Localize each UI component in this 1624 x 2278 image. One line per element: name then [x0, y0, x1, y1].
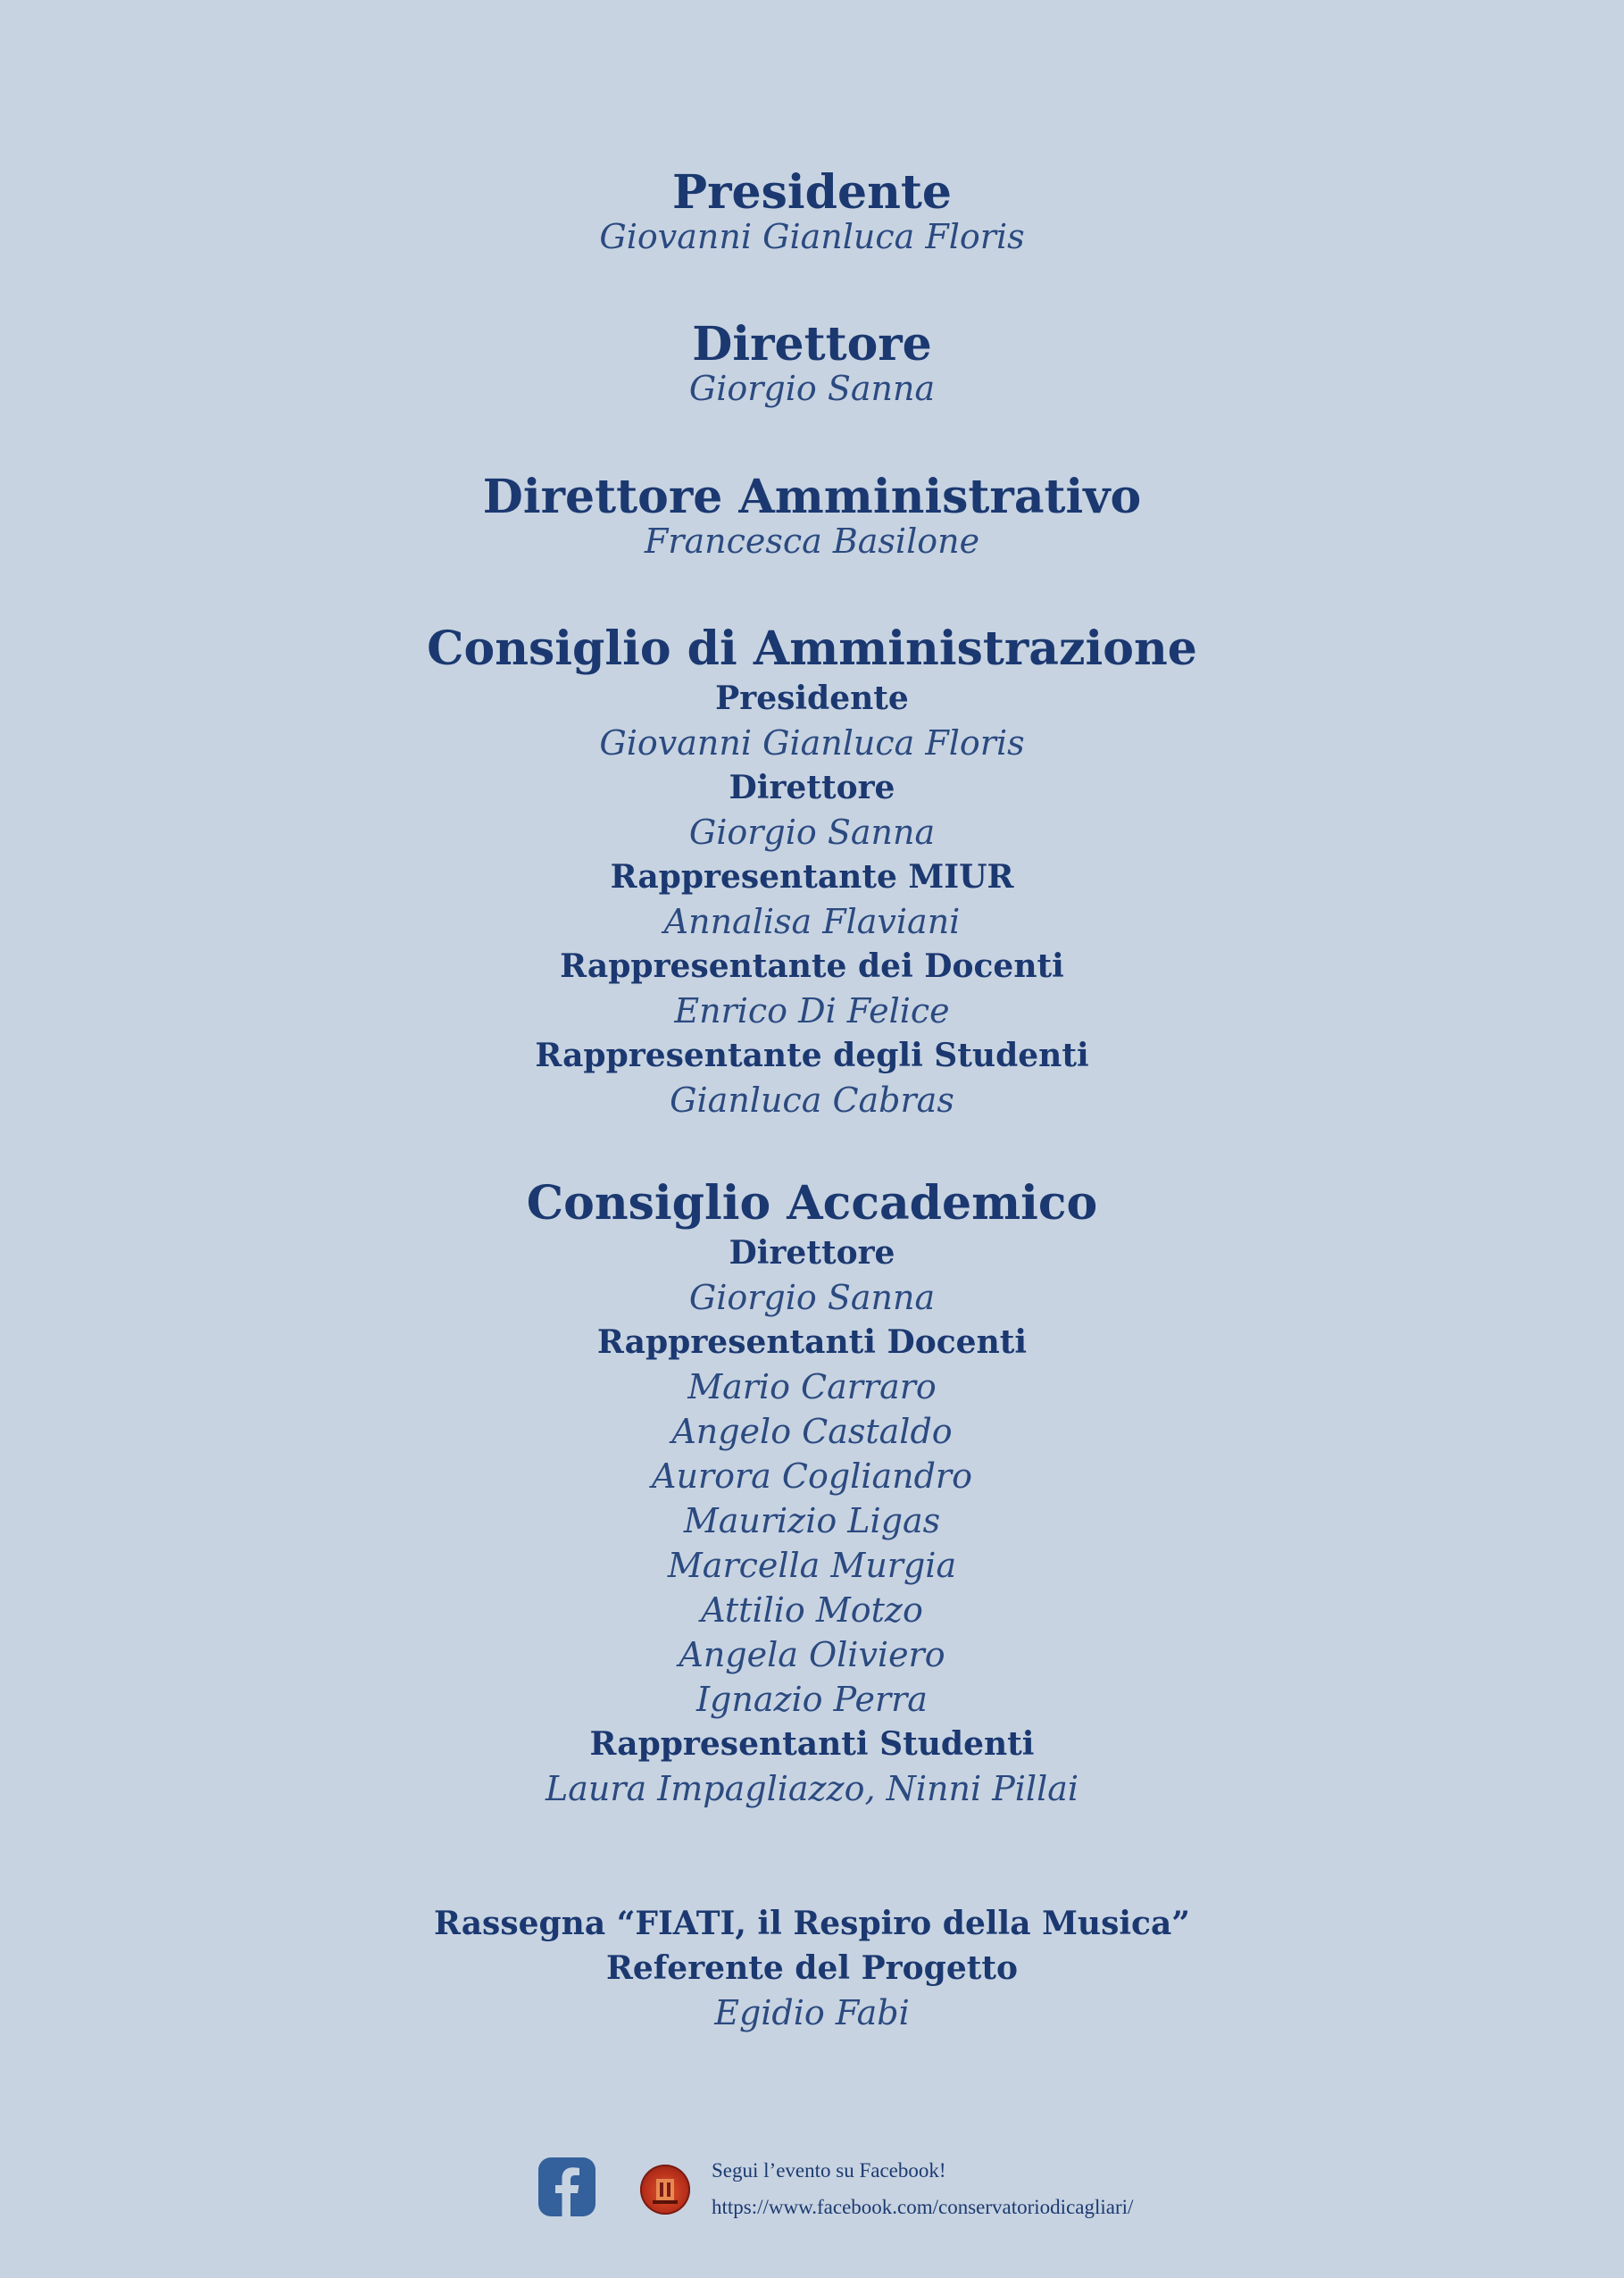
consiglio-accademico-title: Consiglio Accademico — [526, 1176, 1098, 1231]
rassegna-referente-role: Referente del Progetto — [605, 1949, 1018, 1987]
facebook-icon[interactable] — [538, 2157, 595, 2216]
rassegna-title: Rassegna “FIATI, il Respiro della Musica” — [433, 1905, 1191, 1942]
ca-studenti-names: Laura Impagliazzo, Ninni Pillai — [545, 1769, 1079, 1808]
ca-docente-name: Mario Carraro — [687, 1367, 937, 1406]
section-consiglio-amministrazione — [0, 622, 1624, 1122]
cda-name: Giorgio Sanna — [688, 813, 936, 852]
cda-name: Giovanni Gianluca Floris — [599, 723, 1025, 763]
cda-name: Enrico Di Felice — [674, 991, 950, 1031]
cda-name: Annalisa Flaviani — [663, 902, 961, 941]
direttore-title: Direttore — [692, 317, 932, 371]
section-direttore — [0, 318, 1624, 411]
ca-docente-name: Maurizio Ligas — [683, 1501, 941, 1540]
conservatorio-logo-icon — [640, 2165, 690, 2215]
section-presidente — [0, 166, 1624, 259]
ca-direttore-name: Giorgio Sanna — [688, 1278, 936, 1317]
section-direttore-amministrativo — [0, 471, 1624, 563]
ca-docente-name: Marcella Murgia — [667, 1546, 957, 1585]
cda-role: Rappresentante dei Docenti — [560, 947, 1064, 985]
direttore-amministrativo-name: Francesca Basilone — [644, 522, 980, 561]
cda-role: Rappresentante MIUR — [610, 858, 1014, 896]
cda-role: Rappresentante degli Studenti — [535, 1037, 1089, 1074]
facebook-follow-text: Segui l’evento su Facebook! — [712, 2159, 946, 2182]
direttore-amministrativo-title: Direttore Amministrativo — [482, 470, 1142, 524]
cda-role: Presidente — [715, 680, 909, 717]
ca-docenti-role: Rappresentanti Docenti — [596, 1323, 1028, 1361]
ca-docente-name: Ignazio Perra — [696, 1680, 928, 1719]
ca-studenti-role: Rappresentanti Studenti — [589, 1725, 1035, 1763]
presidente-title: Presidente — [672, 165, 952, 220]
ca-docente-name: Angelo Castaldo — [671, 1412, 953, 1451]
cda-name: Gianluca Cabras — [670, 1081, 954, 1120]
rassegna-referente-name: Egidio Fabi — [714, 1993, 910, 2032]
presidente-name: Giovanni Gianluca Floris — [599, 217, 1025, 256]
section-rassegna — [0, 1901, 1624, 2035]
ca-direttore-role: Direttore — [729, 1234, 895, 1272]
ca-docente-name: Aurora Cogliandro — [652, 1456, 972, 1496]
ca-docente-name: Attilio Motzo — [701, 1590, 923, 1630]
footer-text — [712, 2152, 1133, 2225]
facebook-url-link[interactable]: https://www.facebook.com/conservatoriodicagliari/ — [712, 2196, 1134, 2218]
section-consiglio-accademico — [0, 1177, 1624, 1811]
ca-docente-name: Angela Oliviero — [679, 1635, 945, 1674]
footer — [531, 2152, 1335, 2224]
cda-role: Direttore — [729, 769, 895, 806]
consiglio-amministrazione-title: Consiglio di Amministrazione — [427, 622, 1197, 676]
direttore-name: Giorgio Sanna — [688, 369, 936, 408]
